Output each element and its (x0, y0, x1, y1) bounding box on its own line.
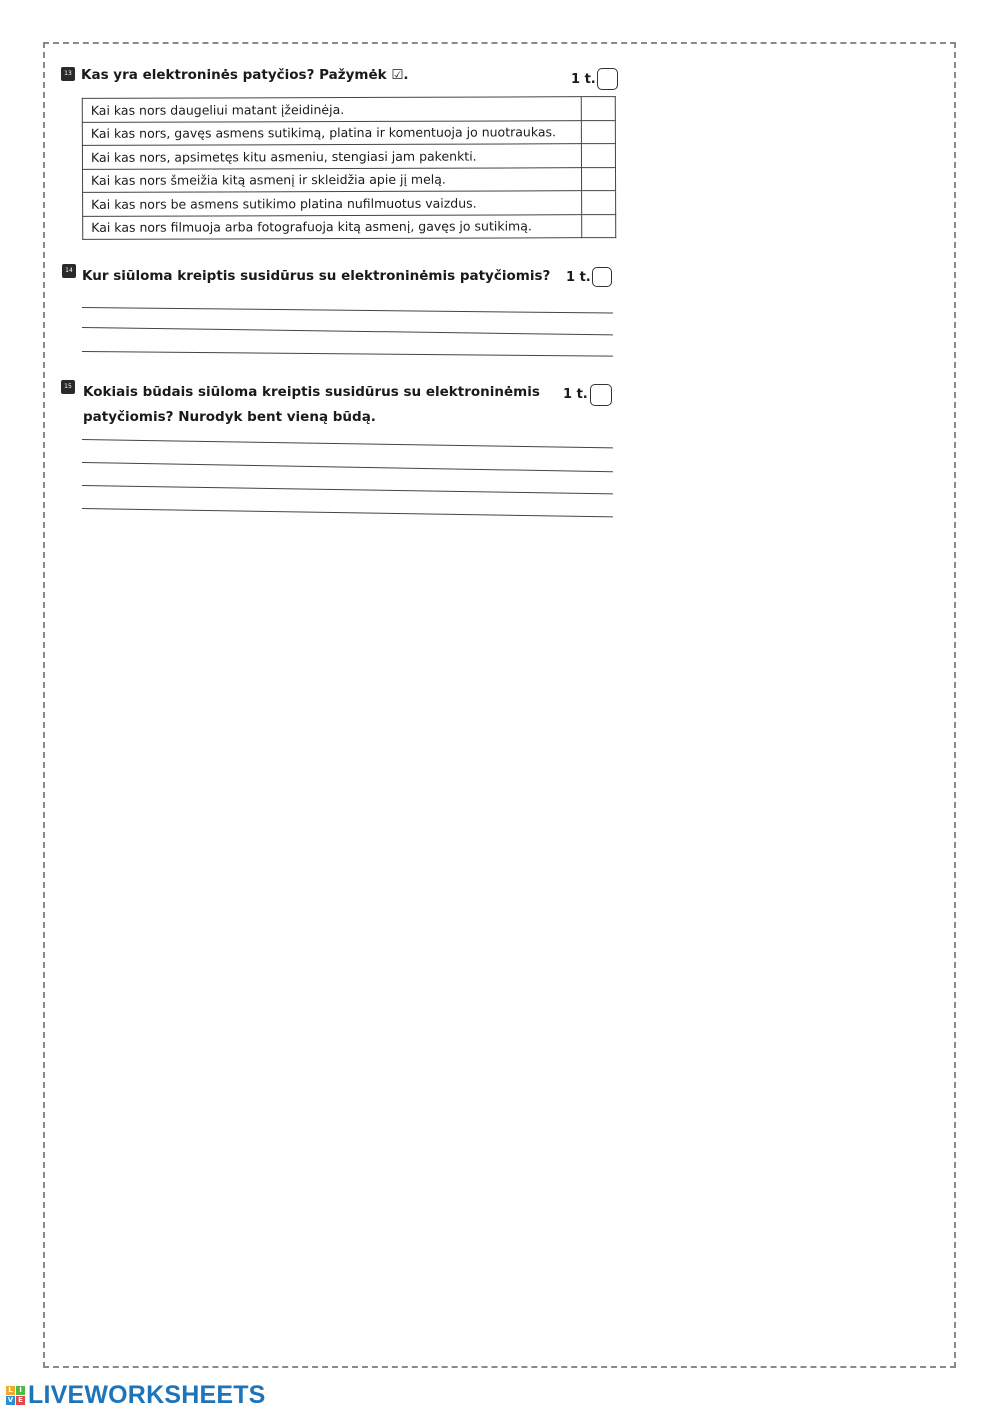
option-label: Kai kas nors, apsimetęs kitu asmeniu, stengiasi jam pakenkti. (82, 144, 581, 169)
question-number-badge: 14 (62, 264, 76, 278)
table-row (82, 97, 615, 122)
option-checkbox[interactable] (581, 120, 615, 144)
option-checkbox[interactable] (582, 214, 616, 238)
logo-letter-tile: V (7, 1396, 14, 1404)
question-number-badge: 13 (61, 67, 75, 81)
option-checkbox[interactable] (581, 97, 615, 121)
logo-letter-tile: I (16, 1386, 25, 1395)
option-label: Kai kas nors daugeliui matant įžeidinėja. (82, 97, 581, 122)
option-checkbox[interactable] (581, 167, 615, 191)
option-label: Kai kas nors šmeižia kitą asmenį ir skleidžia apie jį melą. (83, 167, 582, 192)
logo-text: LIVEWORKSHEETS (28, 1381, 266, 1409)
liveworksheets-logo (6, 1381, 266, 1410)
logo-letter-tile: L (6, 1386, 15, 1395)
question-3-text-line-1: Kokiais būdais siūloma kreiptis susidūrus su elektroninėmis (83, 384, 540, 400)
option-label: Kai kas nors, gavęs asmens sutikimą, platina ir komentuoja jo nuotraukas. (82, 120, 581, 145)
question-2-score-box[interactable] (592, 267, 612, 287)
question-2-text: Kur siūloma kreiptis susidūrus su elektroninėmis patyčiomis? (82, 268, 551, 284)
question-3-points: 1 t. (563, 387, 588, 402)
logo-icon (6, 1386, 25, 1405)
table-row (82, 144, 615, 169)
table-row (83, 167, 616, 192)
logo-letter-tile: E (16, 1396, 25, 1405)
option-checkbox[interactable] (582, 191, 616, 215)
question-3-score-box[interactable] (590, 384, 612, 406)
question-number-badge: 15 (61, 380, 75, 394)
table-row (82, 120, 615, 145)
question-2-points: 1 t. (566, 270, 591, 285)
question-1-score-box[interactable] (597, 68, 618, 90)
table-row (83, 214, 616, 239)
worksheet-border (43, 42, 956, 1368)
option-checkbox[interactable] (581, 144, 615, 168)
option-label: Kai kas nors be asmens sutikimo platina nufilmuotus vaizdus. (83, 191, 582, 216)
question-3-text-line-2: patyčiomis? Nurodyk bent vieną būdą. (83, 409, 376, 425)
table-row (83, 191, 616, 216)
question-1-points: 1 t. (571, 72, 596, 87)
question-1-options-table (82, 96, 616, 240)
question-1-text: Kas yra elektroninės patyčios? Pažymėk ☑. (81, 67, 409, 83)
option-label: Kai kas nors filmuoja arba fotografuoja kitą asmenį, gavęs jo sutikimą. (83, 214, 582, 239)
